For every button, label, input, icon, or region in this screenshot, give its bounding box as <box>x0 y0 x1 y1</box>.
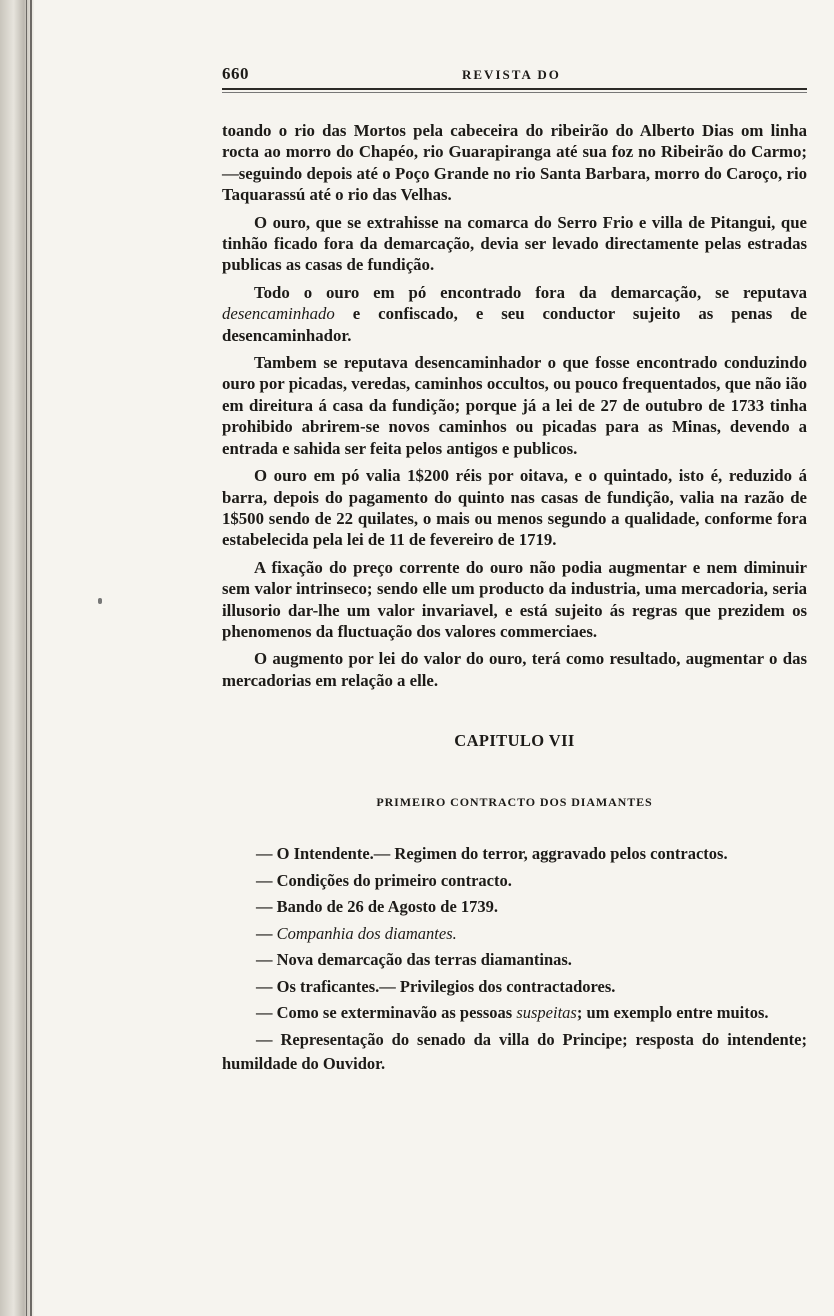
summary-item: — O Intendente.— Regimen do terror, aggravado pelos contractos. <box>256 844 728 864</box>
binding-line <box>26 0 27 1316</box>
italic-term: desencaminhado <box>222 304 335 324</box>
summary-italic: suspeitas <box>516 1003 577 1023</box>
body-text <box>222 120 807 691</box>
page-number: 660 <box>222 64 249 83</box>
summary-text: — Como se exterminavão as pessoas <box>256 1003 517 1023</box>
summary-item: — Representação do senado da villa do Principe; resposta do intendente; humildade do Ouvidor. <box>222 1029 807 1074</box>
running-title: REVISTA DO <box>462 67 561 82</box>
paragraph-fixacao-preco: A fixação do preço corrente do ouro não podia augmentar e nem diminuir sem valor intrinseco; sendo elle um producto da industria, uma mercadoria, seria illusorio dar-lhe um valor invariavel, e está sujeito ás regras que prezidem os phenomenos da fluctuação dos valores commerciaes. <box>222 557 807 641</box>
summary-item <box>222 1001 807 1026</box>
summary-item: — Condições do primeiro contracto. <box>256 870 512 890</box>
chapter-summary <box>222 842 807 1077</box>
paragraph-desencaminhador: Tambem se reputava desencaminhador o que fosse encontrado conduzindo ouro por picadas, veredas, caminhos occultos, ou pouco frequentados, que não ião em direitura á casa da fundição; porque já a lei de 27 de outubro de 1733 tinha prohibido abrirem-se novos caminhos ou picadas para as Minas, devendo a entrada e sahida ser feita pelos antigos e publicos. <box>222 353 807 458</box>
chapter-subtitle: PRIMEIRO CONTRACTO DOS DIAMANTES <box>376 795 653 810</box>
paragraph-text: e confiscado, e seu conductor sujeito as penas de desencaminhador. <box>222 304 807 345</box>
margin-speck <box>98 598 102 604</box>
book-binding-gutter <box>0 0 34 1316</box>
book-page <box>222 60 807 1079</box>
summary-item <box>222 922 807 947</box>
paragraph-valor-ouro: O ouro em pó valia 1$200 réis por oitava, e o quintado, isto é, reduzido á barra, depois do pagamento do quinto nas casas de fundição, valia na razão de 1$500 sendo de 22 quilates, o mais ou menos segundo a qualidade, conforme fora estabelecida pela lei de 11 de fevereiro de 1719. <box>222 466 807 550</box>
summary-item: — Os traficantes.— Privilegios dos contractadores. <box>256 976 616 996</box>
summary-item: — Nova demarcação das terras diamantinas. <box>256 950 572 970</box>
chapter-title: CAPITULO VII <box>454 731 575 751</box>
running-header <box>222 60 807 90</box>
summary-dash: — <box>256 923 277 943</box>
paragraph-ouro-em-po <box>222 282 807 346</box>
paragraph-ouro-serro-frio: O ouro, que se extrahisse na comarca do Serro Frio e villa de Pitangui, que tinhão ficado fora da demarcação, devia ser levado directamente pelas estradas publicas as casas de fundição. <box>222 212 807 275</box>
paragraph-continued: toando o rio das Mortos pela cabeceira do ribeirão do Alberto Dias om linha rocta ao morro do Chapéo, rio Guarapiranga até sua foz no Ribeirão do Carmo;—seguindo depois até o Poço Grande no rio Santa Barbara, morro do Caroço, rio Taquarassú até o rio das Velhas. <box>222 121 807 205</box>
paragraph-text: Todo o ouro em pó encontrado fora da demarcação, se reputava <box>254 282 807 302</box>
summary-item: — Bando de 26 de Agosto de 1739. <box>256 897 499 917</box>
summary-italic: Companhia dos diamantes. <box>276 923 457 943</box>
paragraph-augmento: O augmento por lei do valor do ouro, terá como resultado, augmentar o das mercadorias em relação a elle. <box>222 649 807 690</box>
summary-text: ; um exemplo entre muitos. <box>576 1003 769 1023</box>
